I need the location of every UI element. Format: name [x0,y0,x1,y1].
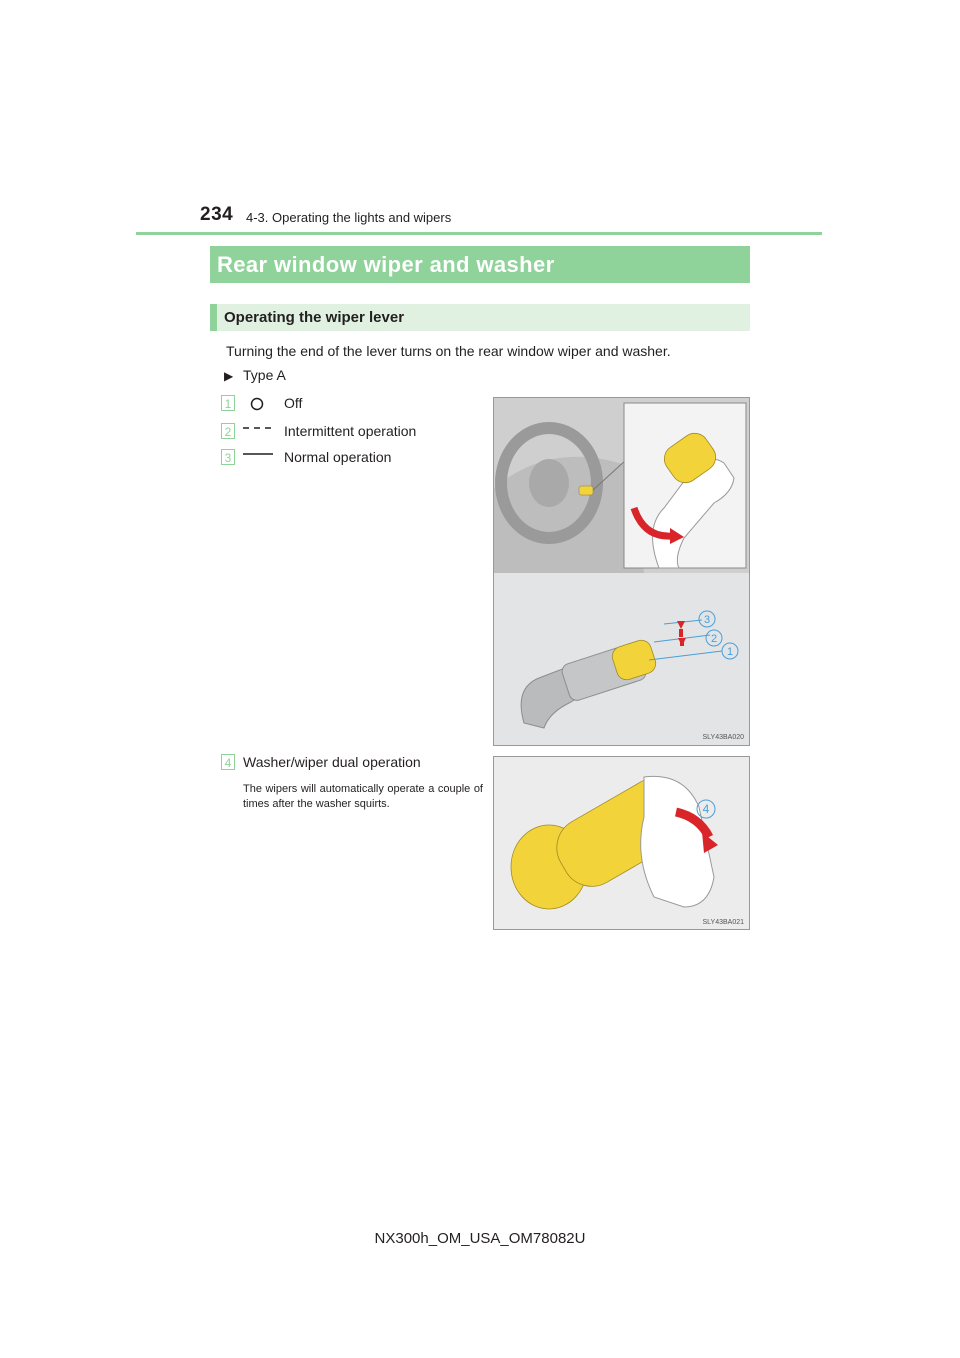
type-label: Type A [243,367,286,383]
figure-code: SLY43BA021 [702,919,744,926]
footer-code: NX300h_OM_USA_OM78082U [374,1230,586,1247]
callout-3: 3 [703,614,711,626]
dashed-line-icon [241,423,275,433]
item-number: 1 [221,395,235,411]
callout-1: 1 [726,646,734,658]
item-number: 2 [221,423,235,439]
circle-icon [249,396,265,412]
item-label: Intermittent operation [284,423,417,439]
page-number: 234 [200,204,234,225]
item-number: 3 [221,449,235,465]
item-note: The wipers will automatically operate a couple of times after the washer squirts. [243,783,483,810]
subheading-stripe [210,304,217,331]
section-title: 4-3. Operating the lights and wipers [246,210,452,225]
subheading: Operating the wiper lever [224,309,405,326]
callout-2: 2 [710,633,718,645]
solid-line-icon [241,449,275,459]
item-number: 4 [221,754,235,770]
callout-4: 4 [702,802,710,816]
page-heading: Rear window wiper and washer [217,252,555,277]
washer-lever-illustration [494,757,749,929]
figure-code: SLY43BA020 [702,734,744,741]
wiper-lever-figure [493,397,750,746]
type-marker: ▶ [224,369,234,383]
header-divider [136,232,822,235]
intro-text: Turning the end of the lever turns on the rear window wiper and washer. [226,343,671,359]
item-label: Washer/wiper dual operation [243,754,421,770]
item-label: Off [284,395,303,411]
item-label: Normal operation [284,449,392,465]
wiper-lever-illustration [494,398,749,745]
washer-lever-figure [493,756,750,930]
